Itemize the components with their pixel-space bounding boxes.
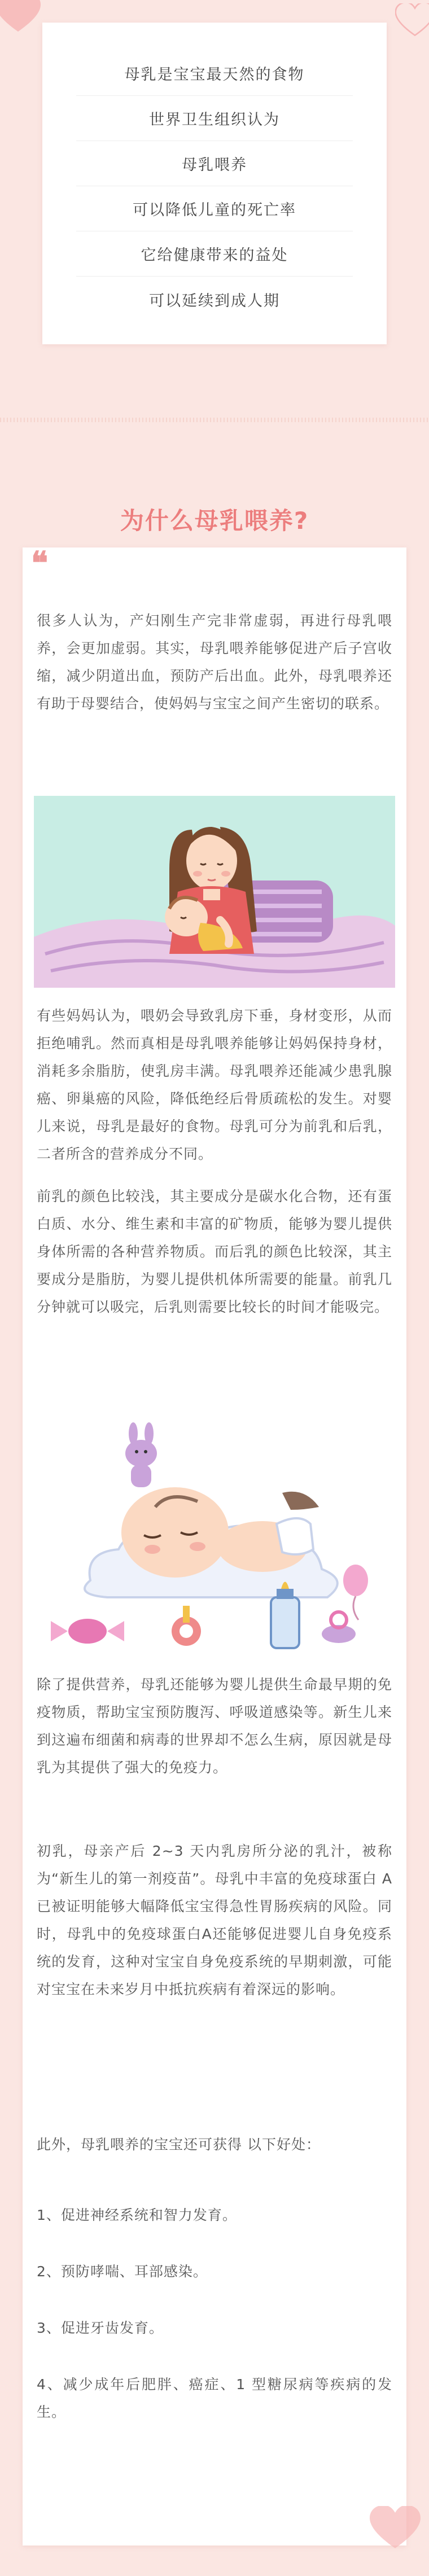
intro-line: 可以延续到成人期 xyxy=(149,292,280,310)
intro-card xyxy=(42,23,387,344)
heart-icon xyxy=(370,2506,421,2551)
article-paragraph: 前乳的颜色比较浅，其主要成分是碳水化合物，还有蛋白质、水分、维生素和丰富的矿物质，能够为婴儿提供身体所需的各种营养物质。而后乳的颜色比较深，其主要成分是脂肪，为婴儿提供机体所需要的能量。前乳几分钟就可以吸完，后乳则需要比较长的时间才能吸完。 xyxy=(37,1188,392,1315)
pacifier-icon xyxy=(322,1612,356,1643)
article-list-item: 3、促进牙齿发育。 xyxy=(37,2320,164,2336)
quote-icon: ❝ xyxy=(31,545,49,582)
decorative-divider xyxy=(0,418,429,422)
article-list-item: 2、预防哮喘、耳部感染。 xyxy=(37,2263,208,2280)
mother-breastfeeding-illustration xyxy=(34,796,395,988)
candy-icon xyxy=(51,1619,124,1644)
intro-line: 母乳喂养 xyxy=(76,141,353,186)
bunny-toy-icon xyxy=(125,1422,157,1487)
sleeping-baby-illustration xyxy=(34,1411,395,1654)
article-card xyxy=(23,547,406,2546)
article-paragraph: 此外，母乳喂养的宝宝还可获得 以下好处： xyxy=(37,2136,321,2153)
article-paragraph: 很多人认为，产妇刚生产完非常虚弱，再进行母乳喂养，会更加虚弱。其实，母乳喂养能够促进产后子宫收缩，减少阴道出血，预防产后出血。此外，母乳喂养还有助于母婴结合，使妈妈与宝宝之间产生密切的联系。 xyxy=(37,612,392,712)
article-list-item: 4、减少成年后肥胖、癌症、1 型糖尿病等疾病的发生。 xyxy=(37,2376,392,2420)
intro-line: 世界卫生组织认为 xyxy=(76,96,353,141)
intro-line: 母乳是宝宝最天然的食物 xyxy=(76,51,353,96)
intro-line: 它给健康带来的益处 xyxy=(76,231,353,277)
article-paragraph: 除了提供营养，母乳还能够为婴儿提供生命最早期的免疫物质，帮助宝宝预防腹泻、呼吸道感染等。新生儿来到这遍布细菌和病毒的世界却不怎么生病，原因就是母乳为其提供了强大的免疫力。 xyxy=(37,1676,392,1776)
section-title: 为什么母乳喂养? xyxy=(120,507,309,535)
rattle-icon xyxy=(172,1606,201,1646)
balloon-icon xyxy=(343,1565,368,1620)
article-paragraph: 初乳，母亲产后 2~3 天内乳房所分泌的乳汁，被称为“新生儿的第一剂疫苗”。母乳中丰富的免疫球蛋白 A 已被证明能够大幅降低宝宝得急性胃肠疾病的风险。同时，母乳中的免疫球蛋白A还能够促进婴儿自身免疫系统的发育，这种对宝宝自身免疫系统的早期刺激，可能对宝宝在未来岁月中抵抗疾病有着深远的影响。 xyxy=(37,1843,392,1997)
intro-line: 可以降低儿童的死亡率 xyxy=(76,186,353,231)
article-paragraph: 有些妈妈认为，喂奶会导致乳房下垂，身材变形，从而拒绝哺乳。然而真相是母乳喂养能够让妈妈保持身材，消耗多余脂肪，使乳房丰满。母乳喂养还能减少患乳腺癌、卵巢癌的风险，降低绝经后骨质疏松的发生。对婴儿来说，母乳是最好的食物。母乳可分为前乳和后乳，二者所含的营养成分不同。 xyxy=(37,1007,392,1162)
article-list-item: 1、促进神经系统和智力发育。 xyxy=(37,2207,237,2223)
heart-outline-icon xyxy=(395,3,429,37)
heart-icon xyxy=(0,0,41,34)
